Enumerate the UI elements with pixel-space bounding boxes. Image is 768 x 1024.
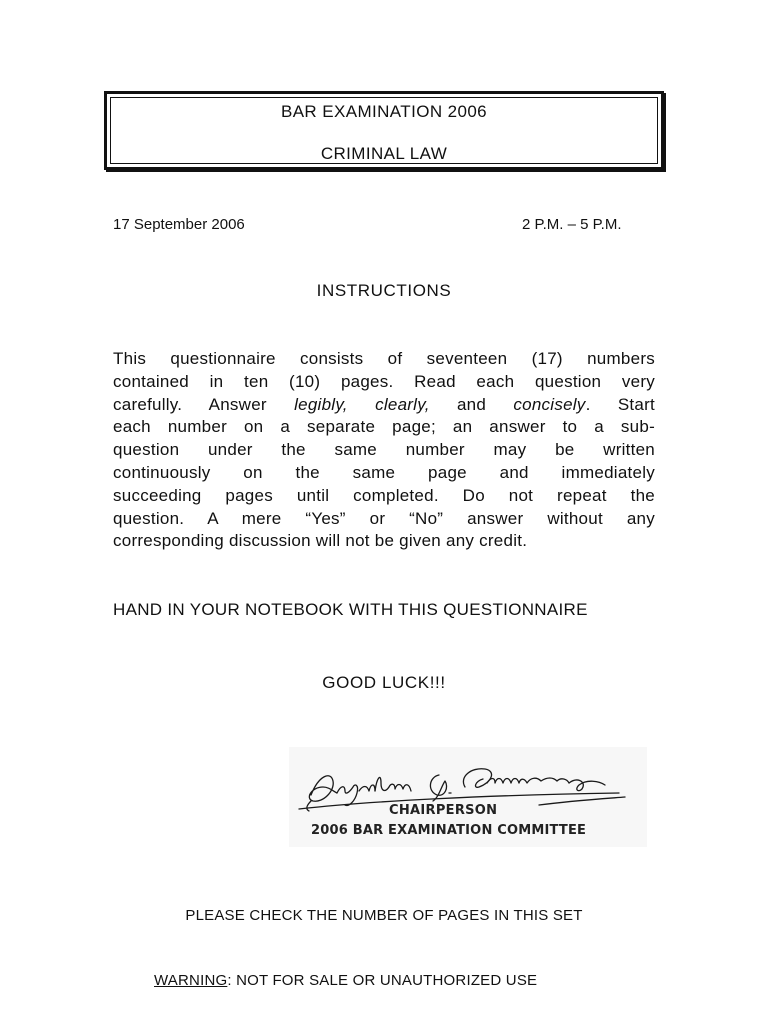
signature-block — [289, 747, 647, 847]
instructions-heading: INSTRUCTIONS — [316, 281, 452, 300]
instructions-paragraph — [113, 348, 655, 553]
committee-name: 2006 BAR EXAMINATION COMMITTEE — [311, 823, 587, 838]
instructions-text: . Start — [585, 394, 655, 414]
exam-title-box — [104, 91, 664, 170]
warning-notice — [154, 972, 537, 989]
instructions-text: continuously on the same page and immediately — [113, 462, 655, 482]
handin-notice: HAND IN YOUR NOTEBOOK WITH THIS QUESTIONNAIRE — [113, 600, 588, 619]
check-pages-notice: PLEASE CHECK THE NUMBER OF PAGES IN THIS SET — [185, 907, 583, 924]
instructions-text: contained in ten (10) pages. Read each question very — [113, 371, 655, 391]
instructions-line — [113, 348, 655, 371]
instructions-line — [113, 416, 655, 439]
instructions-line — [113, 439, 655, 462]
instructions-text: corresponding discussion will not be given any credit. — [113, 531, 528, 551]
warning-label: WARNING — [154, 972, 228, 989]
good-luck-text: GOOD LUCK!!! — [322, 673, 446, 692]
exam-title: BAR EXAMINATION 2006 — [280, 102, 488, 121]
chairperson-title: CHAIRPERSON — [389, 803, 498, 818]
exam-time: 2 P.M. – 5 P.M. — [522, 216, 622, 233]
instructions-emphasis: concisely — [513, 394, 586, 414]
instructions-emphasis: legibly, clearly, — [294, 394, 430, 414]
instructions-line — [113, 485, 655, 508]
instructions-text: question. A mere “Yes” or “No” answer without any — [113, 508, 655, 528]
instructions-text: This questionnaire consists of seventeen (17) numbers — [113, 349, 655, 368]
exam-date: 17 September 2006 — [113, 216, 245, 233]
instructions-line — [113, 394, 655, 417]
instructions-text: and — [429, 394, 514, 414]
instructions-text: question under the same number may be written — [113, 440, 655, 460]
instructions-text: succeeding pages until completed. Do not repeat the — [113, 485, 655, 505]
instructions-line — [113, 530, 655, 553]
warning-text: : NOT FOR SALE OR UNAUTHORIZED USE — [227, 972, 538, 989]
instructions-line — [113, 371, 655, 394]
instructions-text: each number on a separate page; an answer to a sub- — [113, 417, 655, 437]
instructions-line — [113, 462, 655, 485]
instructions-line — [113, 508, 655, 531]
instructions-text: carefully. Answer — [113, 394, 295, 414]
exam-subject: CRIMINAL LAW — [320, 144, 448, 163]
